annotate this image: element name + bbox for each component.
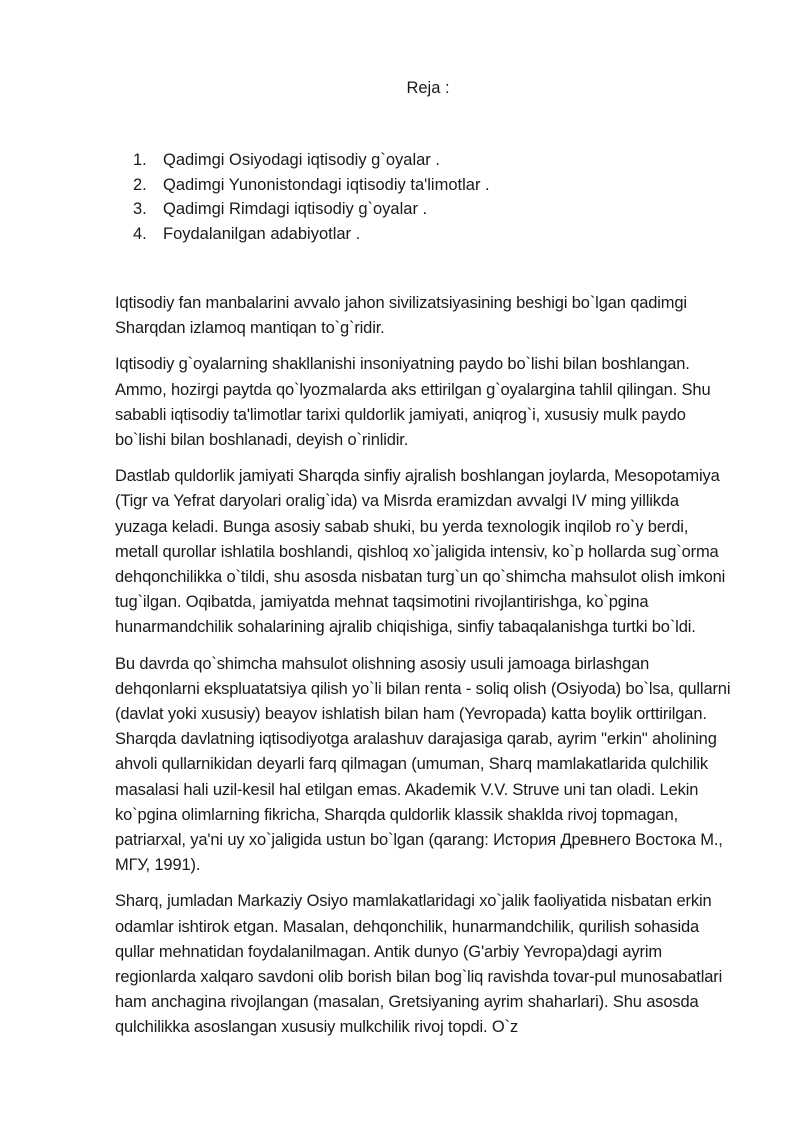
plan-item-text: Qadimgi Osiyodagi iqtisodiy g`oyalar . (163, 151, 440, 169)
plan-item-text: Qadimgi Yunonistondagi iqtisodiy ta'limotlar . (163, 175, 490, 194)
paragraph: Iqtisodiy g`oyalarning shakllanishi insoniyatning paydo bo`lishi bilan boshlangan. Ammo, hozirgi paytda qo`lyozmalarda aks ettirilgan g`oyalargina tahlil qilingan. Shu sababli iqtisodiy ta'limotlar tarixi quldorlik jamiyati, aniqrog`i, xususiy mulk paydo bo`lishi bilan boshlanadi, deyish o`rinlidir. (115, 355, 711, 450)
plan-item-number: 2. (133, 175, 147, 194)
paragraph: Iqtisodiy fan manbalarini avvalo jahon sivilizatsiyasining beshigi bo`lgan qadimgi Sharqdan izlamoq mantiqan to`g`ridir. (115, 294, 687, 338)
plan-item (133, 222, 490, 247)
body-text (115, 291, 735, 1052)
plan-item (133, 148, 490, 173)
plan-item (133, 173, 490, 198)
plan-item-text: Foydalanilgan adabiyotlar . (163, 224, 361, 243)
paragraph: Bu davrda qo`shimcha mahsulot olishning asosiy usuli jamoaga birlashgan dehqonlarni ekspluatatsiya qilish yo`li bilan renta - soliq olish (Osiyoda) bo`lsa, qullarni (davlat yoki xususiy) beayov ishlatish bilan ham (Yevropada) katta boylik orttirilgan. Sharqda davlatning iqtisodiyotga aralashuv darajasiga qarab, ayrim "erkin" aholining ahvoli qullarnikidan deyarli farq qilmagan (umuman, Sharq mamlakatlarida qulchilik masalasi hali uzil-kesil hal etilgan emas. Akademik V.V. Struve uni tan oladi. Lekin ko`pgina olimlarning fikricha, Sharqda quldorlik klassik shaklda rivoj topmagan, patriarxal, ya'ni uy xo`jaligida ustun bo`lgan (qarang: История Древнего Востока М., МГУ, 1991). (115, 654, 731, 875)
plan-item-number: 1. (133, 151, 147, 169)
plan-list (133, 148, 490, 246)
paragraph: Dastlab quldorlik jamiyati Sharqda sinfiy ajralish boshlangan joylarda, Mesopotamiya (Tigr va Yefrat daryolari oralig`ida) va Misrda eramizdan avvalgi IV ming yillikda yuzaga keladi. Bunga asosiy sabab shuki, bu yerda texnologik inqilob ro`y berdi, metall qurollar ishlatila boshlandi, qishloq xo`jaligida intensiv, ko`p hollarda sug`orma dehqonchilikka o`tildi, shu asosda nisbatan turg`un qo`shimcha mahsulot olish imkoni tug`ilgan. Oqibatda, jamiyatda mehnat taqsimotini rivojlantirishga, ko`pgina hunarmandchilik sohalarining ajralib chiqishiga, sinfiy tabaqalanishga turtki bo`ldi. (115, 467, 726, 637)
plan-item-text: Qadimgi Rimdagi iqtisodiy g`oyalar . (163, 200, 428, 219)
paragraph: Sharq, jumladan Markaziy Osiyo mamlakatlaridagi xo`jalik faoliyatida nisbatan erkin odamlar ishtirok etgan. Masalan, dehqonchilik, hunarmandchilik, qurilish sohasida qullar mehnatidan foydalanilmagan. Antik dunyo (G'arbiy Yevropa)dagi ayrim regionlarda xalqaro savdoni olib borish bilan bog`liq ravishda tovar-pul munosabatlari ham anchagina rivojlangan (masalan, Gretsiyaning ayrim shaharlari). Shu asosda qulchilikka asoslangan xususiy mulkchilik rivoj topdi. O`z (115, 892, 723, 1037)
plan-item-number: 4. (133, 224, 147, 243)
plan-item (133, 197, 490, 222)
page-title: Reja : (406, 79, 450, 97)
plan-item-number: 3. (133, 200, 147, 219)
